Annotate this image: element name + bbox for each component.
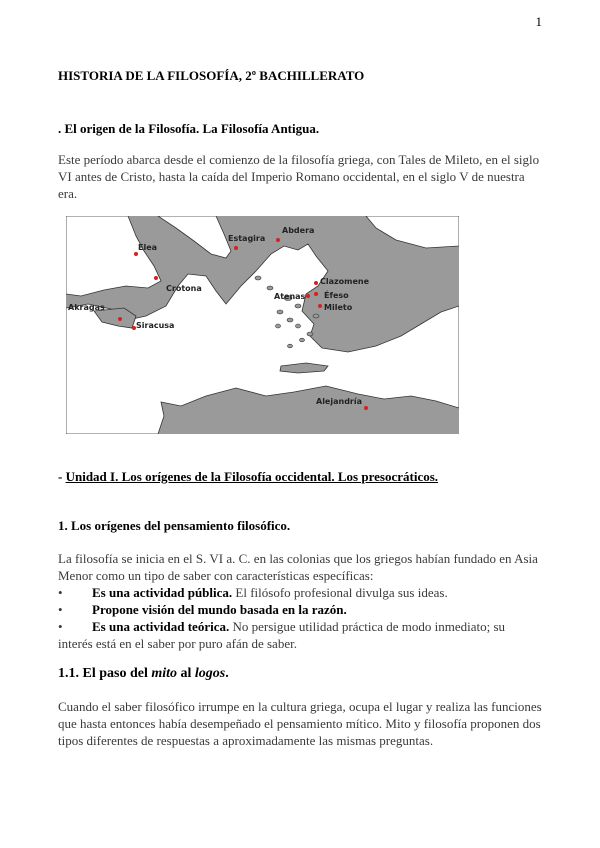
map-label-akragas: Akragas <box>68 303 105 312</box>
subsection-heading-1: 1. Los orígenes del pensamiento filosófico. <box>58 518 291 533</box>
list-continuation: interés está en el saber por puro afán de saber. <box>58 636 297 651</box>
page-number: 1 <box>535 14 542 29</box>
bullet-marker: • <box>58 619 63 634</box>
list-item <box>58 618 542 635</box>
list-item-text: El filósofo profesional divulga sus ideas. <box>232 585 448 600</box>
origins-paragraph: La filosofía se inicia en el S. VI a. C. en las colonias que los griegos habían fundado en Asia Menor como un tipo de saber con características específicas: <box>58 551 538 583</box>
subsection-heading-2 <box>58 666 229 682</box>
list-item-bold: Propone visión del mundo basada en la razón. <box>92 602 347 617</box>
heading-part: al <box>177 666 195 681</box>
intro-paragraph: Este período abarca desde el comienzo de la filosofía griega, con Tales de Mileto, en el siglo VI antes de Cristo, hasta la caída del Imperio Romano occidental, en el siglo V de nuestra era. <box>58 152 540 201</box>
map-label-atenas: Atenas <box>274 292 306 301</box>
map-svg <box>66 216 459 434</box>
map-label-clazomene: Clazomene <box>320 277 370 286</box>
map-label-alejandria: Alejandría <box>316 397 363 406</box>
document-title: HISTORIA DE LA FILOSOFÍA, 2º BACHILLERATO <box>58 68 365 83</box>
ancient-greece-map <box>66 216 459 434</box>
bullet-marker: • <box>58 585 63 600</box>
map-label-abdera: Abdera <box>282 226 315 235</box>
heading-italic-mito: mito <box>151 666 178 681</box>
map-label-estagira: Estagira <box>228 234 266 243</box>
map-label-siracusa: Siracusa <box>136 321 175 330</box>
heading-italic-logos: logos <box>194 666 226 681</box>
map-label-mileto: Mileto <box>324 303 353 312</box>
list-item <box>58 584 542 601</box>
unit-prefix: - <box>58 469 66 484</box>
map-label-crotona: Crotona <box>166 284 202 293</box>
heading-part: 1.1. El paso del <box>58 666 152 681</box>
unit-heading <box>58 469 438 485</box>
map-label-elea: Elea <box>138 243 158 252</box>
list-item-text: No persigue utilidad práctica de modo inmediato; su <box>229 619 506 634</box>
characteristics-list <box>58 584 542 652</box>
map-label-efeso: Éfeso <box>324 291 349 300</box>
list-item <box>58 601 542 618</box>
section-heading: . El origen de la Filosofía. La Filosofía Antigua. <box>58 121 320 136</box>
mito-logos-paragraph: Cuando el saber filosófico irrumpe en la cultura griega, ocupa el lugar y realiza las funciones que hasta entonces había desempeñado el pensamiento mítico. Mito y filosofía proponen dos tipos diferentes de respuestas a aproximadamente las mismas preguntas. <box>58 699 542 748</box>
unit-title: Unidad I. Los orígenes de la Filosofía occidental. Los presocráticos. <box>65 469 439 484</box>
bullet-marker: • <box>58 602 63 617</box>
list-item-bold: Es una actividad pública. <box>92 585 233 600</box>
list-item-bold: Es una actividad teórica. <box>92 619 230 634</box>
heading-part: . <box>225 666 229 681</box>
